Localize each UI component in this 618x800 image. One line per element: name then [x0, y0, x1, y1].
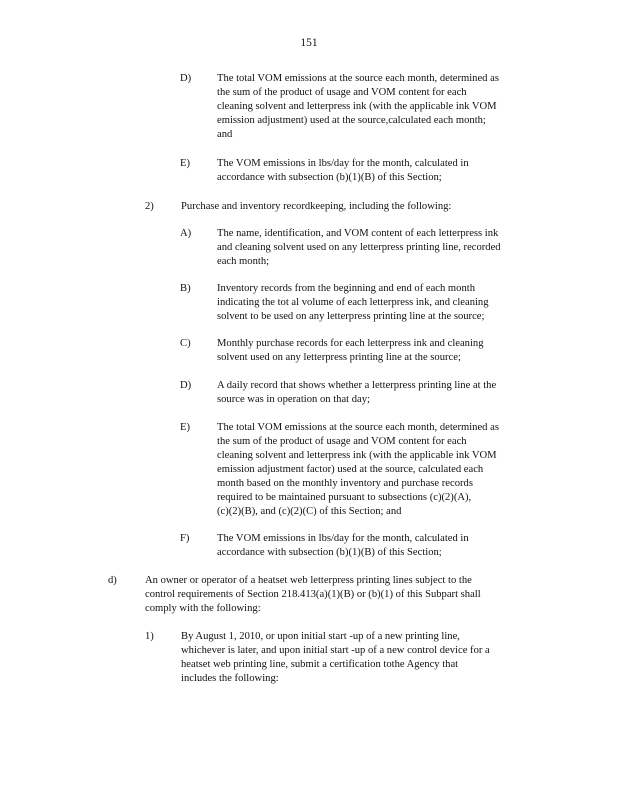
text-line: The VOM emissions in lbs/day for the month, calculated in — [217, 533, 469, 544]
text-line: and cleaning solvent used on any letterpress printing line, recorded — [217, 242, 501, 253]
text-line: heatset web printing line, submit a certification tothe Agency that — [181, 659, 459, 670]
text-line: A daily record that shows whether a letterpress printing line at the — [217, 380, 497, 391]
item-text — [217, 282, 537, 324]
text-line: (c)(2)(B), and (c)(2)(C) of this Section; and — [217, 506, 402, 517]
page-number: 151 — [300, 37, 318, 49]
item-marker: 1) — [145, 631, 154, 642]
item-text — [181, 200, 501, 214]
text-line: cleaning solvent and letterpress ink (with the applicable ink VOM — [217, 450, 497, 461]
text-line: month based on the monthly inventory and purchase records — [217, 478, 473, 489]
item-marker: E) — [180, 158, 190, 169]
text-line: Purchase and inventory recordkeeping, including the following: — [181, 201, 452, 212]
text-line: emission adjustment factor) used at the source, calculated each — [217, 464, 484, 475]
item-marker: A) — [180, 228, 192, 239]
item-text — [217, 72, 537, 142]
text-line: accordance with subsection (b)(1)(B) of this Section; — [217, 172, 442, 183]
item-marker: E) — [180, 422, 190, 433]
item-marker: C) — [180, 338, 191, 349]
item-text — [217, 227, 537, 269]
text-line: The VOM emissions in lbs/day for the month, calculated in — [217, 158, 469, 169]
text-line: Monthly purchase records for each letterpress ink and cleaning — [217, 338, 484, 349]
text-line: indicating the tot al volume of each letterpress ink, and cleaning — [217, 297, 489, 308]
text-line: The total VOM emissions at the source each month, determined as — [217, 73, 499, 84]
text-line: each month; — [217, 256, 270, 267]
item-text — [145, 574, 525, 616]
item-marker: d) — [108, 575, 117, 586]
item-text — [217, 337, 537, 365]
item-marker: D) — [180, 380, 192, 391]
item-text — [217, 157, 537, 185]
text-line: accordance with subsection (b)(1)(B) of this Section; — [217, 547, 442, 558]
text-line: whichever is later, and upon initial start -up of a new control device for a — [181, 645, 490, 656]
text-line: cleaning solvent and letterpress ink (with the applicable ink VOM — [217, 101, 497, 112]
text-line: solvent used on any letterpress printing line at the source; — [217, 352, 461, 363]
text-line: By August 1, 2010, or upon initial start -up of a new printing line, — [181, 631, 460, 642]
item-marker: 2) — [145, 201, 154, 212]
text-line: comply with the following: — [145, 603, 261, 614]
item-text — [217, 421, 537, 519]
item-marker: B) — [180, 283, 191, 294]
text-line: and — [217, 129, 233, 140]
text-line: emission adjustment) used at the source,calculated each month; — [217, 115, 486, 126]
text-line: the sum of the product of usage and VOM content for each — [217, 436, 467, 447]
text-line: Inventory records from the beginning and end of each month — [217, 283, 475, 294]
text-line: control requirements of Section 218.413(a)(1)(B) or (b)(1) of this Subpart shall — [145, 589, 481, 600]
text-line: solvent to be used on any letterpress printing line at the source; — [217, 311, 485, 322]
item-text — [217, 532, 537, 560]
text-line: required to be maintained pursuant to subsections (c)(2)(A), — [217, 492, 472, 503]
item-marker: D) — [180, 73, 192, 84]
text-line: includes the following: — [181, 673, 279, 684]
text-line: The total VOM emissions at the source each month, determined as — [217, 422, 499, 433]
item-text — [217, 379, 537, 407]
text-line: The name, identification, and VOM content of each letterpress ink — [217, 228, 499, 239]
item-marker: F) — [180, 533, 190, 544]
text-line: the sum of the product of usage and VOM content for each — [217, 87, 467, 98]
item-text — [181, 630, 536, 686]
text-line: An owner or operator of a heatset web letterpress printing lines subject to the — [145, 575, 472, 586]
text-line: source was in operation on that day; — [217, 394, 370, 405]
